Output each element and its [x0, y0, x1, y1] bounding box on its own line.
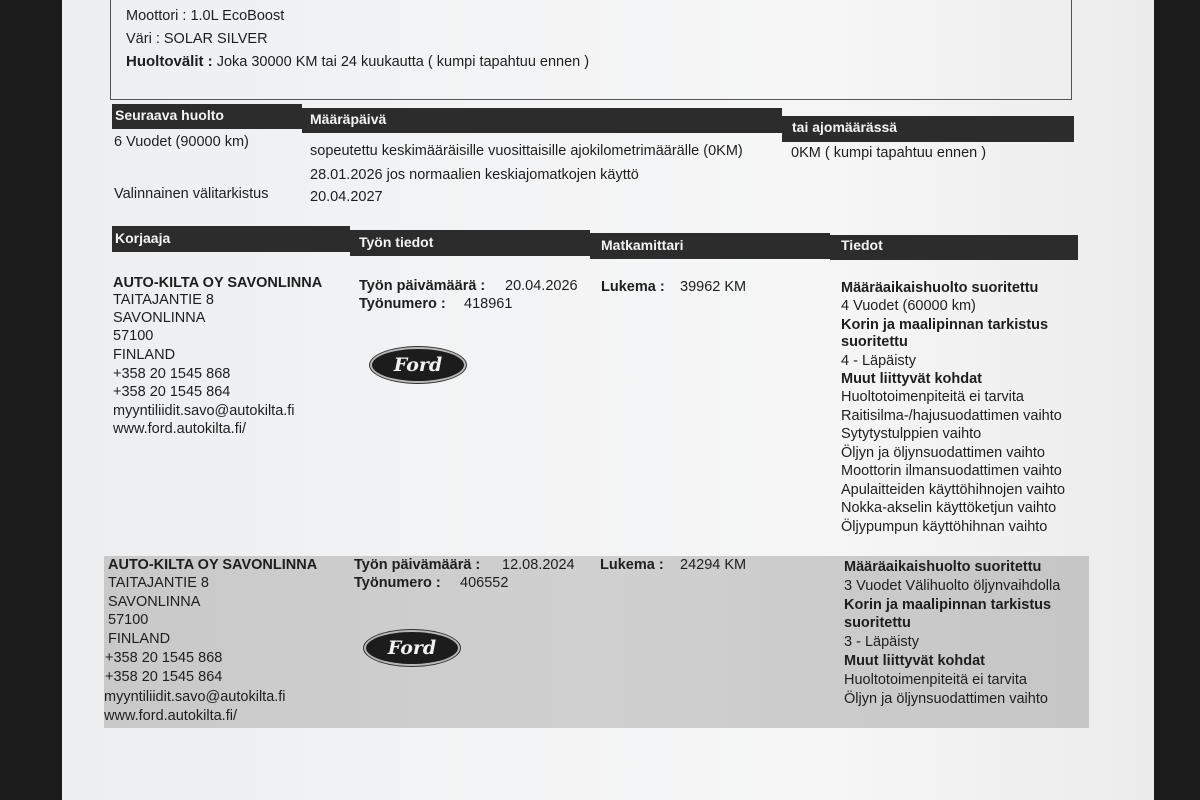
engine-row: [126, 8, 284, 24]
work-number-value: 406552: [460, 575, 509, 591]
info-line: Raitisilma-/hajusuodattimen vaihto: [841, 408, 1062, 424]
info-line: suoritettu: [841, 334, 908, 350]
info-line: Määräaikaishuolto suoritettu: [841, 280, 1039, 296]
info-line: Öljyn ja öljynsuodattimen vaihto: [844, 691, 1048, 707]
next-service-normal-note: 28.01.2026 jos normaalien keskiajomatkojen käyttö: [310, 167, 639, 183]
info-line: Korin ja maalipinnan tarkistus: [844, 597, 1052, 613]
info-line: Öljyn ja öljynsuodattimen vaihto: [841, 445, 1045, 461]
work-date-value: 20.04.2026: [505, 278, 578, 294]
info-line: Muut liittyvät kohdat: [844, 653, 985, 669]
optional-check-date: 20.04.2027: [310, 189, 383, 205]
next-service-header-bar: [112, 104, 302, 129]
repairer-name: AUTO-KILTA OY SAVONLINNA: [108, 557, 318, 573]
repairer-phone-1: +358 20 1545 868: [113, 366, 231, 382]
work-number-label: Työnumero :: [354, 575, 441, 591]
odometer-label: Lukema :: [600, 557, 664, 573]
info-header-bar: [830, 235, 1078, 260]
info-line: Apulaitteiden käyttöhihnojen vaihto: [841, 482, 1066, 498]
color-label: Väri :: [126, 31, 160, 47]
info-line: Määräaikaishuolto suoritettu: [844, 559, 1042, 575]
engine-label: Moottori :: [126, 8, 187, 24]
repairer-phone-2: +358 20 1545 864: [105, 669, 223, 685]
odometer-label: Lukema :: [601, 279, 665, 295]
repairer-website: www.ford.autokilta.fi/: [113, 421, 246, 437]
ford-logo: [370, 347, 466, 383]
mileage-header: tai ajomäärässä: [792, 119, 898, 135]
repairer-postcode: 57100: [113, 328, 154, 344]
service-document: [62, 0, 1154, 800]
repairer-country: FINLAND: [108, 631, 171, 647]
work-info-header: Työn tiedot: [359, 234, 434, 250]
mileage-header-bar: [782, 116, 1074, 142]
info-line: Sytytystulppien vaihto: [841, 426, 982, 442]
info-line: Muut liittyvät kohdat: [841, 371, 982, 387]
repairer-country: FINLAND: [113, 347, 176, 363]
odometer-value: 24294 KM: [680, 557, 747, 573]
info-line: Öljypumpun käyttöhihnan vaihto: [841, 519, 1048, 535]
repairer-phone-2: +358 20 1545 864: [113, 384, 231, 400]
repairer-street: TAITAJANTIE 8: [113, 292, 214, 308]
service-interval-row: [126, 53, 589, 70]
info-line: 3 Vuodet Välihuolto öljynvaihdolla: [844, 578, 1061, 594]
info-line: Nokka-akselin käyttöketjun vaihto: [841, 500, 1057, 516]
due-date-header-bar: [302, 108, 782, 133]
ford-logo: [364, 630, 460, 666]
odometer-header-bar: [590, 233, 830, 259]
info-header: Tiedot: [841, 237, 883, 253]
work-number-label: Työnumero :: [359, 296, 446, 312]
color-value: SOLAR SILVER: [163, 31, 268, 47]
info-line: 4 - Läpäisty: [841, 353, 916, 369]
repairer-name: AUTO-KILTA OY SAVONLINNA: [113, 275, 323, 291]
next-service-adjusted-note: sopeutettu keskimääräisille vuosittaisille ajokilometrimäärälle (0KM): [310, 143, 743, 159]
service-interval-label: Huoltovälit :: [126, 53, 213, 70]
ford-logo-text: Ford: [393, 354, 443, 376]
repairer-phone-1: +358 20 1545 868: [105, 650, 223, 666]
info-line: Huoltotoimenpiteitä ei tarvita: [841, 389, 1024, 405]
optional-check-label: Valinnainen välitarkistus: [114, 186, 269, 202]
info-line: 4 Vuodet (60000 km): [841, 298, 976, 314]
repairer-header-bar: [112, 226, 350, 252]
work-date-label: Työn päivämäärä :: [359, 278, 486, 294]
next-service-interval: 6 Vuodet (90000 km): [114, 134, 249, 150]
engine-value: 1.0L EcoBoost: [190, 8, 285, 24]
repairer-postcode: 57100: [108, 612, 149, 628]
ford-logo-text: Ford: [387, 637, 437, 659]
work-number-value: 418961: [464, 296, 513, 312]
due-date-header: Määräpäivä: [310, 111, 387, 127]
repairer-city: SAVONLINNA: [108, 594, 201, 610]
repairer-street: TAITAJANTIE 8: [108, 575, 209, 591]
color-row: [126, 31, 268, 47]
work-info-header-bar: [350, 230, 590, 256]
service-interval-value: Joka 30000 KM tai 24 kuukautta ( kumpi tapahtuu ennen ): [216, 54, 590, 70]
work-date-label: Työn päivämäärä :: [354, 557, 481, 573]
repairer-email: myyntiliidit.savo@autokilta.fi: [113, 403, 295, 419]
odometer-header: Matkamittari: [601, 237, 684, 253]
repairer-website: www.ford.autokilta.fi/: [104, 708, 237, 724]
odometer-value: 39962 KM: [680, 279, 747, 295]
info-line: Korin ja maalipinnan tarkistus: [841, 317, 1049, 333]
info-line: Moottorin ilmansuodattimen vaihto: [841, 463, 1062, 479]
repairer-email: myyntiliidit.savo@autokilta.fi: [104, 689, 286, 705]
next-service-mileage: 0KM ( kumpi tapahtuu ennen ): [791, 145, 987, 161]
repairer-header: Korjaaja: [115, 230, 171, 246]
info-line: 3 - Läpäisty: [844, 634, 919, 650]
next-service-header: Seuraava huolto: [115, 107, 224, 123]
repairer-city: SAVONLINNA: [113, 310, 206, 326]
work-date-value: 12.08.2024: [502, 557, 575, 573]
info-line: suoritettu: [844, 615, 911, 631]
info-line: Huoltotoimenpiteitä ei tarvita: [844, 672, 1027, 688]
